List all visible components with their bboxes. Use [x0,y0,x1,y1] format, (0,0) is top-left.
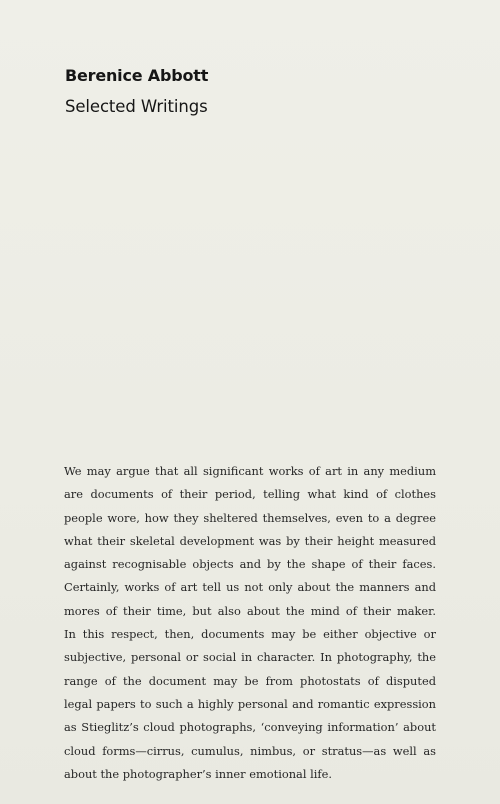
paragraph-line: mores of their time, but also about the mind of their maker. [64,603,436,618]
body-paragraph [64,460,436,786]
paragraph-line: range of the document may be from photostats of disputed [64,673,436,688]
paragraph-line: We may argue that all significant works of art in any medium [64,464,436,478]
paragraph-line: about the photographer’s inner emotional life. [64,766,332,781]
paragraph-line: what their skeletal development was by their height measured [64,533,436,548]
paragraph-line: against recognisable objects and by the shape of their faces. [64,557,436,572]
paragraph-line: Certainly, works of art tell us not only about the manners and [64,580,436,595]
paragraph-line: legal papers to such a highly personal and romantic expression [64,696,436,711]
paragraph-line: people wore, how they sheltered themselves, even to a degree [64,510,436,525]
book-title: Selected Writings [65,97,208,116]
author-name: Berenice Abbott [65,66,209,85]
title-block [65,66,208,117]
paragraph-line: as Stieglitz’s cloud photographs, ‘conveying information’ about [64,720,436,735]
paragraph-line: are documents of their period, telling what kind of clothes [64,487,436,502]
paragraph-line: subjective, personal or social in character. In photography, the [64,650,436,665]
paragraph-line: cloud forms—cirrus, cumulus, nimbus, or stratus—as well as [64,743,436,758]
paragraph-line: In this respect, then, documents may be either objective or [64,627,436,642]
